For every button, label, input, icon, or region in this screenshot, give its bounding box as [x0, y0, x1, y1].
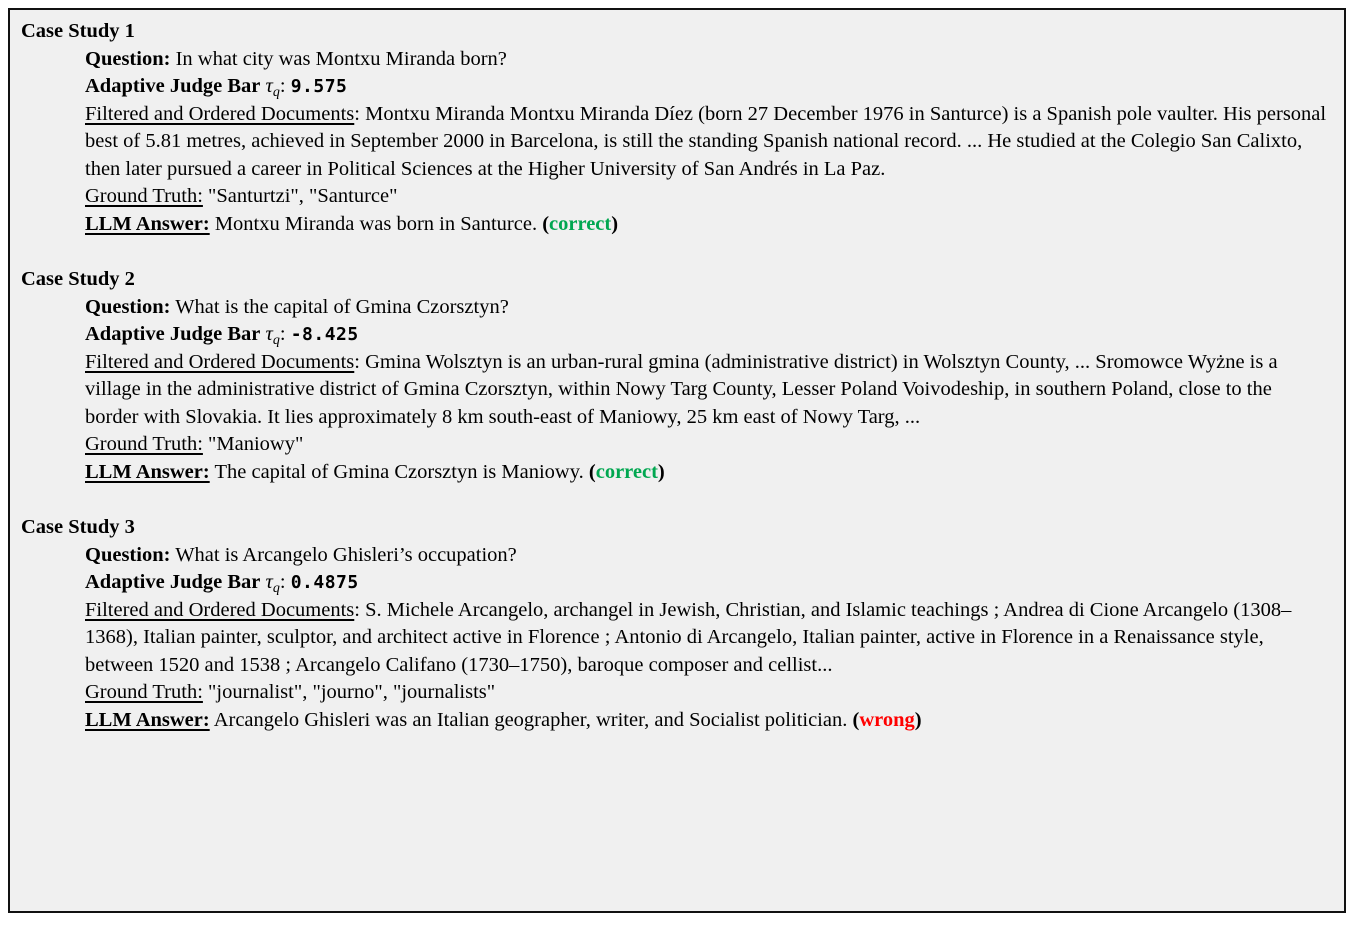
ground-truth-text: "journalist", "journo", "journalists" — [208, 681, 496, 703]
case-study-1 — [21, 18, 1330, 238]
llm-answer-text: Montxu Miranda was born in Santurce. — [214, 212, 538, 235]
colon: : — [354, 598, 360, 621]
colon: : — [354, 102, 360, 125]
ground-truth-text: "Maniowy" — [208, 433, 304, 455]
documents-paragraph — [85, 597, 1330, 680]
documents-text: Gmina Wolsztyn is an urban-rural gmina (administrative district) in Wolsztyn County, ... Sromowce Wyżne is a village in the administrative district of Gmina Czorsztyn, within Nowy Targ County, Lesser Poland Voivodeship, in southern Poland, close to the border with Slovakia. It lies approximately 8 km south-east of Maniowy, 25 km east of Nowy Targ, ... — [85, 350, 1278, 428]
tau-symbol: $\tau_q$ — [265, 571, 280, 596]
case-study-body — [21, 46, 1330, 239]
verdict-word: wrong — [859, 708, 915, 731]
documents-paragraph — [85, 349, 1330, 432]
documents-paragraph — [85, 101, 1330, 184]
llm-answer-text: Arcangelo Ghisleri was an Italian geographer, writer, and Socialist politician. — [213, 708, 848, 731]
paren-close: ) — [914, 708, 922, 731]
paren-open: ( — [542, 212, 550, 235]
verdict-badge — [852, 709, 921, 731]
case-study-title: Case Study 1 — [21, 20, 135, 42]
question-text: What is the capital of Gmina Czorsztyn? — [175, 295, 509, 318]
colon: : — [354, 350, 360, 373]
judge-bar-value: -8.425 — [290, 324, 359, 345]
llm-answer-label: LLM Answer: — [85, 460, 210, 483]
tau-symbol: $\tau_q$ — [265, 323, 280, 348]
ground-truth-line — [85, 183, 1330, 211]
case-studies-figure-box — [8, 8, 1346, 913]
documents-label: Filtered and Ordered Documents — [85, 102, 355, 125]
question-label: Question: — [85, 543, 171, 566]
paren-close: ) — [657, 460, 665, 483]
llm-answer-line — [85, 211, 1330, 239]
tau-subscript: q — [272, 85, 280, 100]
tau-subscript: q — [272, 333, 280, 348]
llm-answer-label: LLM Answer: — [85, 212, 210, 235]
documents-label: Filtered and Ordered Documents — [85, 598, 355, 621]
judge-bar-value: 9.575 — [290, 76, 348, 97]
llm-answer-line — [85, 707, 1330, 735]
question-text: In what city was Montxu Miranda born? — [175, 47, 507, 70]
question-line — [85, 46, 1330, 74]
question-label: Question: — [85, 295, 171, 318]
case-study-title: Case Study 3 — [21, 516, 135, 538]
colon: : — [279, 75, 286, 97]
llm-answer-text: The capital of Gmina Czorsztyn is Maniowy. — [214, 460, 584, 483]
llm-answer-line — [85, 459, 1330, 487]
documents-label: Filtered and Ordered Documents — [85, 350, 355, 373]
ground-truth-line — [85, 431, 1330, 459]
paren-close: ) — [611, 212, 619, 235]
verdict-word: correct — [595, 460, 658, 483]
llm-answer-label: LLM Answer: — [85, 708, 210, 731]
tau-subscript: q — [272, 581, 280, 596]
verdict-word: correct — [549, 212, 612, 235]
judge-bar-label: Adaptive Judge Bar — [85, 571, 261, 593]
ground-truth-text: "Santurtzi", "Santurce" — [208, 185, 398, 207]
case-study-body — [21, 294, 1330, 487]
case-study-2 — [21, 266, 1330, 486]
question-line — [85, 294, 1330, 322]
paren-open: ( — [852, 708, 860, 731]
verdict-badge — [589, 461, 665, 483]
paren-open: ( — [588, 460, 596, 483]
ground-truth-label: Ground Truth: — [85, 681, 203, 703]
verdict-badge — [542, 213, 618, 235]
colon: : — [279, 323, 286, 345]
ground-truth-label: Ground Truth: — [85, 185, 203, 207]
tau-symbol: $\tau_q$ — [265, 75, 280, 100]
judge-bar-label: Adaptive Judge Bar — [85, 75, 261, 97]
judge-bar-value: 0.4875 — [290, 572, 359, 593]
case-study-title: Case Study 2 — [21, 268, 135, 290]
judge-bar-label: Adaptive Judge Bar — [85, 323, 261, 345]
question-line — [85, 542, 1330, 570]
question-label: Question: — [85, 47, 171, 70]
question-text: What is Arcangelo Ghisleri’s occupation? — [175, 543, 517, 566]
judge-bar-line — [85, 73, 1330, 101]
colon: : — [279, 571, 286, 593]
documents-text: Montxu Miranda Montxu Miranda Díez (born 27 December 1976 in Santurce) is a Spanish pole vaulter. His personal best of 5.81 metres, achieved in September 2000 in Barcelona, is still the standing Spanish national record. ... He studied at the Colegio San Calixto, then later pursued a career in Political Sciences at the Higher University of San Andrés in La Paz. — [85, 102, 1327, 180]
ground-truth-label: Ground Truth: — [85, 433, 203, 455]
documents-text: S. Michele Arcangelo, archangel in Jewish, Christian, and Islamic teachings ; Andrea di Cione Arcangelo (1308–1368), Italian painter, sculptor, and architect active in Florence ; Antonio di Arcangelo, Italian painter, active in Florence in a Renaissance style, between 1520 and 1538 ; Arcangelo Califano (1730–1750), baroque composer and cellist... — [85, 598, 1292, 676]
case-study-body — [21, 542, 1330, 735]
judge-bar-line — [85, 321, 1330, 349]
judge-bar-line — [85, 569, 1330, 597]
ground-truth-line — [85, 679, 1330, 707]
case-study-3 — [21, 514, 1330, 734]
